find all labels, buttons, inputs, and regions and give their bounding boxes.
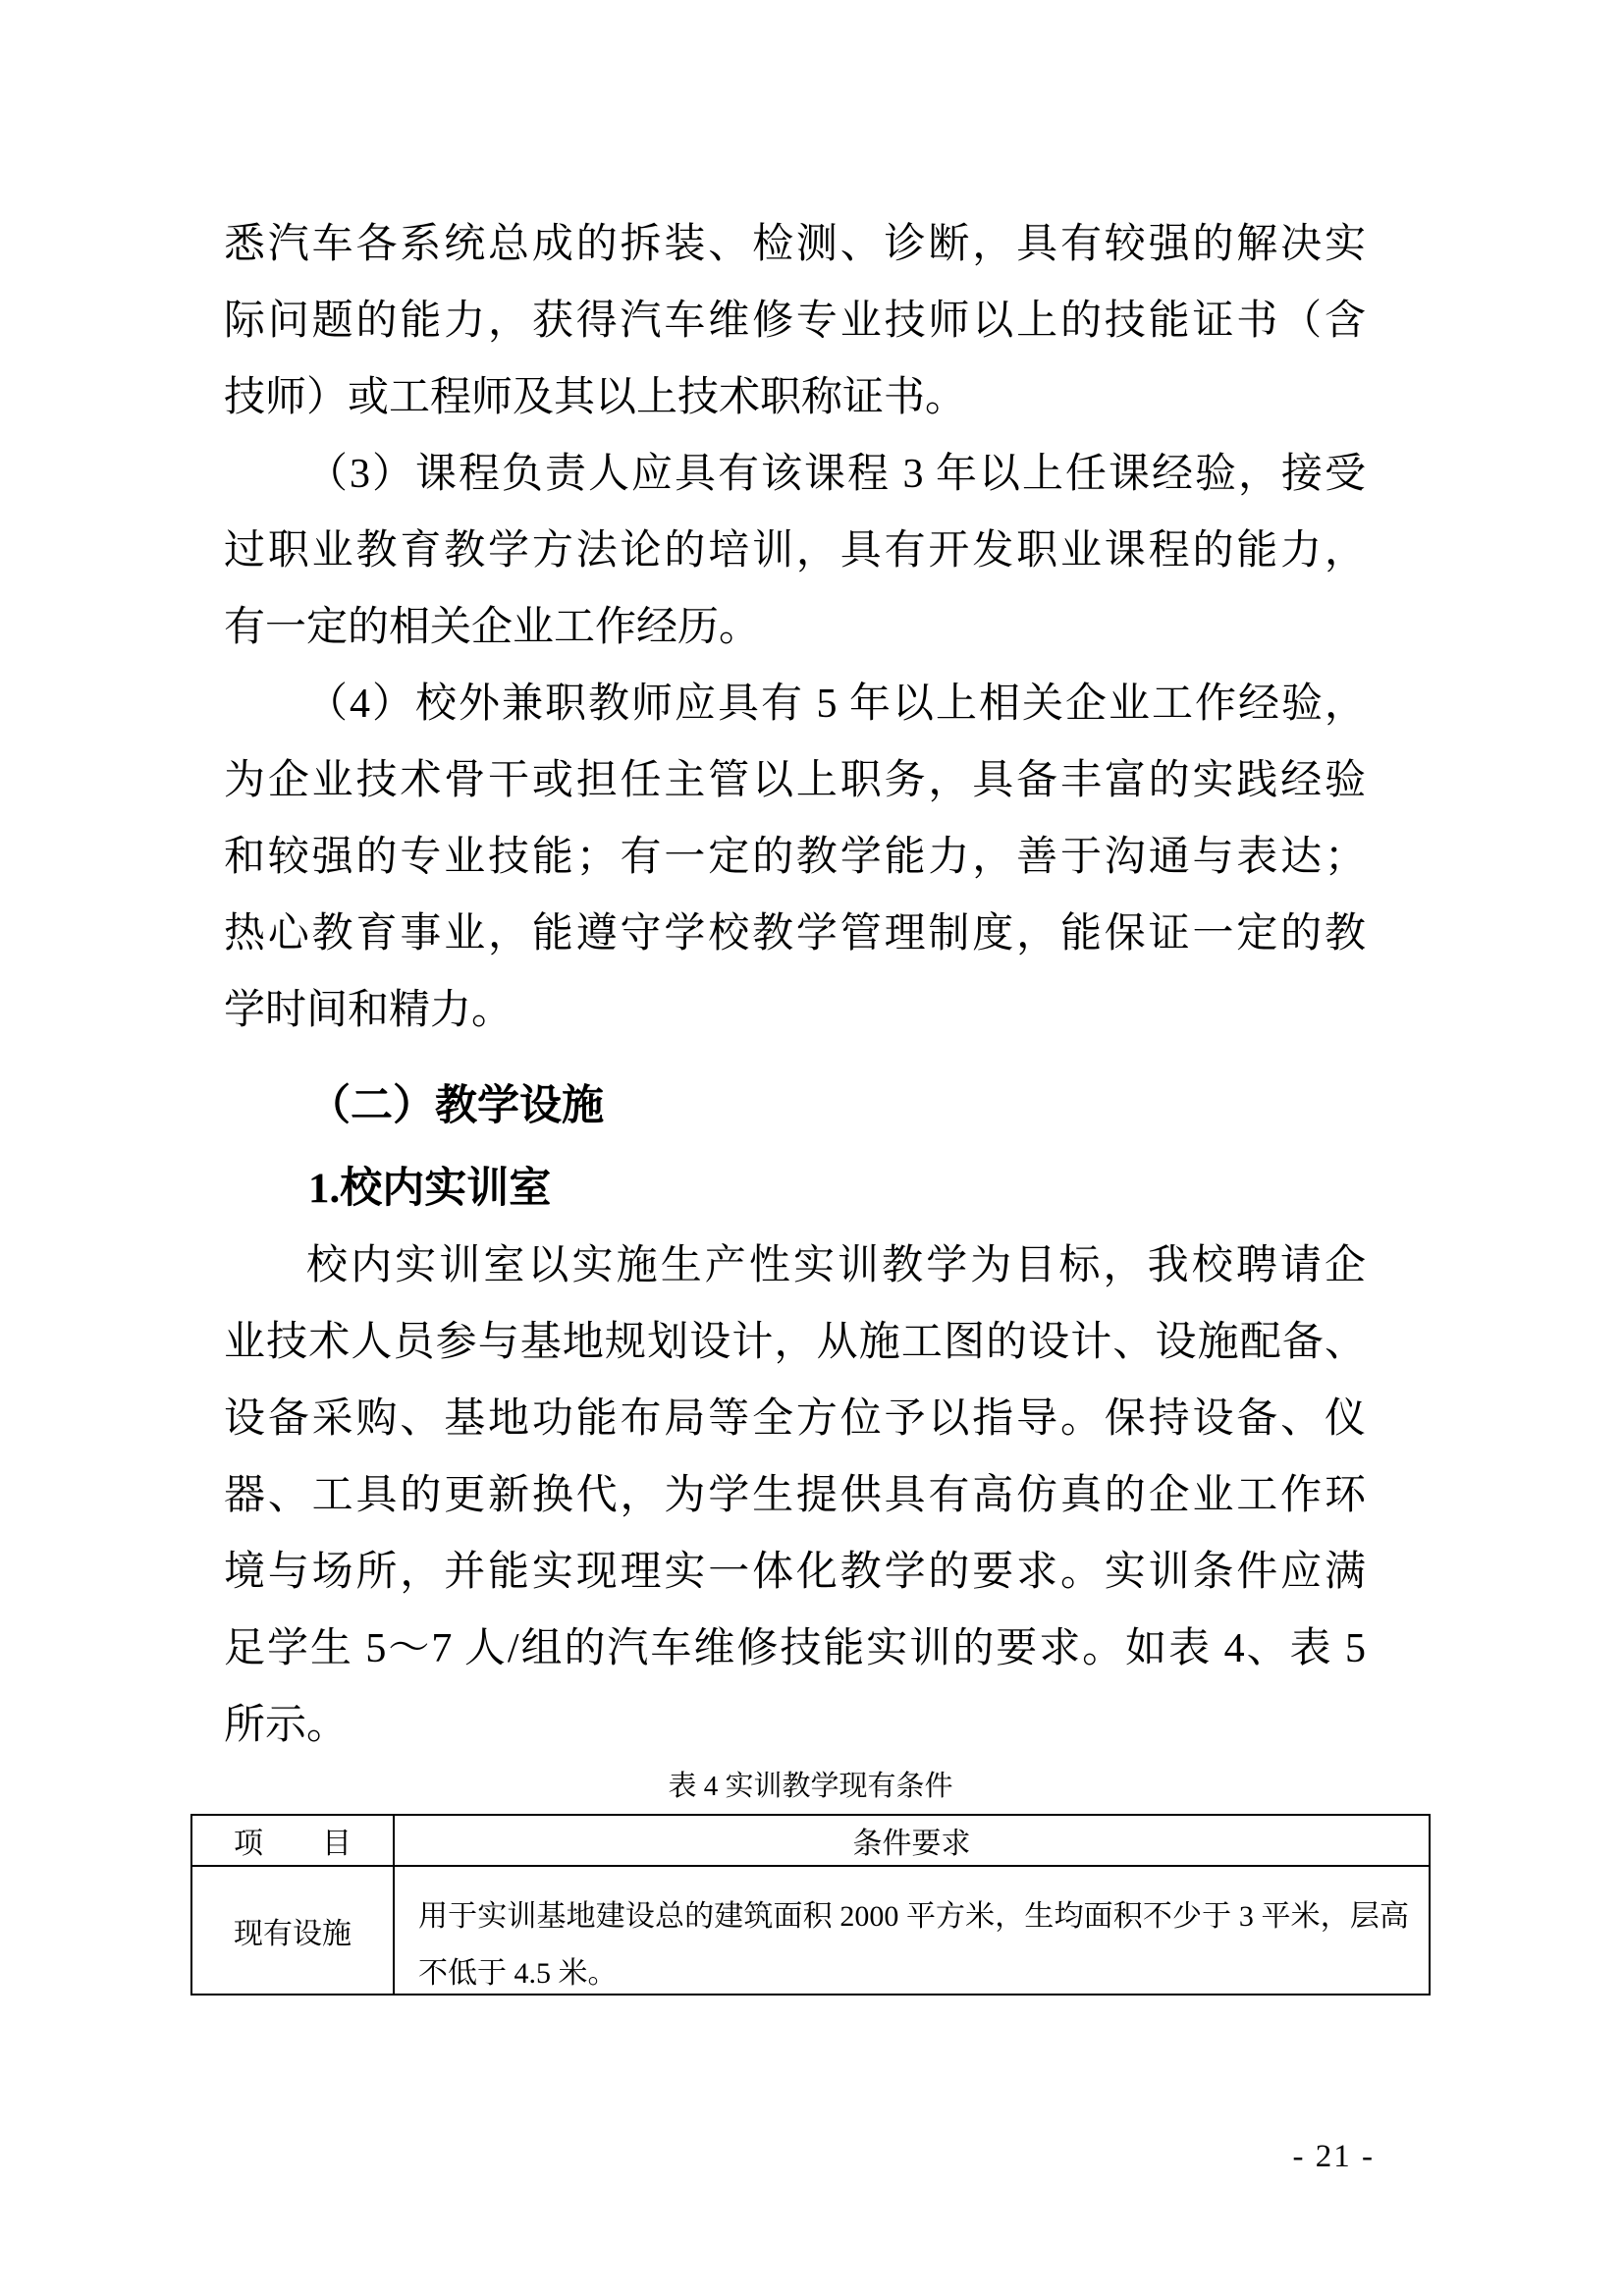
text-line: 业技术人员参与基地规划设计，从施工图的设计、设施配备、 (224, 1320, 1366, 1365)
text-line: 有一定的相关企业工作经历。 (224, 605, 761, 650)
text-line: 过职业教育教学方法论的培训，具有开发职业课程的能力， (224, 528, 1366, 574)
table-cell-requirement: 用于实训基地建设总的建筑面积 2000 平方米，生均面积不少于 3 平米，层高不低于 4.5 米。 (418, 1900, 1409, 1990)
text-line: 为企业技术骨干或担任主管以上职务，具备丰富的实践经验 (224, 758, 1366, 803)
text-line: 足学生 5～7 人/组的汽车维修技能实训的要求。如表 4、表 5 (224, 1626, 1366, 1671)
text-line: 设备采购、基地功能布局等全方位予以指导。保持设备、仪 (224, 1396, 1366, 1442)
text-line: 和较强的专业技能；有一定的教学能力，善于沟通与表达； (224, 835, 1366, 880)
text-line: 校内实训室以实施生产性实训教学为目标，我校聘请企 (306, 1243, 1366, 1288)
text-line: 热心教育事业，能遵守学校教学管理制度，能保证一定的教 (224, 911, 1366, 957)
text-line: 境与场所，并能实现理实一体化教学的要求。实训条件应满 (224, 1550, 1366, 1595)
table-caption: 表 4 实训教学现有条件 (668, 1771, 953, 1802)
section-heading: （二）教学设施 (308, 1083, 604, 1129)
text-line: 悉汽车各系统总成的拆装、检测、诊断，具有较强的解决实 (224, 222, 1366, 267)
text-line: 器、工具的更新换代，为学生提供具有高仿真的企业工作环 (224, 1473, 1366, 1518)
text-line: 技师）或工程师及其以上技术职称证书。 (224, 375, 967, 420)
table-row (192, 1867, 1429, 1994)
table-training-conditions (190, 1814, 1431, 1995)
text-line: （3）课程负责人应具有该课程 3 年以上任课经验，接受 (306, 452, 1366, 497)
table-header-requirement: 条件要求 (852, 1828, 971, 1860)
table-header-item: 项 目 (192, 1816, 395, 1865)
text-line: 学时间和精力。 (224, 988, 514, 1033)
training-room-paragraph (224, 1228, 1366, 1764)
text-line: 际问题的能力，获得汽车维修专业技师以上的技能证书（含 (224, 299, 1366, 344)
text-line: （4）校外兼职教师应具有 5 年以上相关企业工作经验， (306, 682, 1366, 727)
table-cell-item: 现有设施 (192, 1867, 395, 1994)
text-line: 所示。 (224, 1703, 349, 1748)
body-paragraphs (224, 206, 1366, 1049)
page-number: - 21 - (1292, 2139, 1375, 2174)
sub-heading: 1.校内实训室 (308, 1166, 552, 1212)
table-header-row (192, 1816, 1429, 1867)
